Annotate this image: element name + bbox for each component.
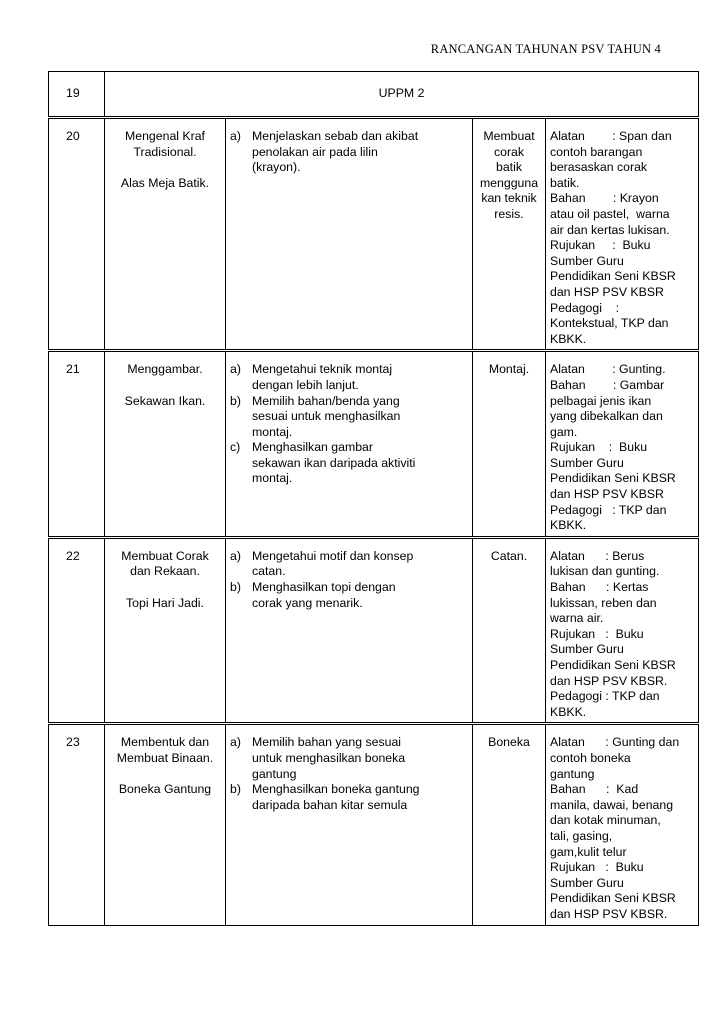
objective-line: Menghasilkan boneka gantung: [252, 782, 420, 797]
objective-marker: c): [230, 440, 241, 455]
resource-line: Pedagogi :: [550, 300, 620, 315]
resource-line: gam.: [550, 424, 578, 439]
objective-marker: a): [230, 735, 241, 750]
objective-item: [230, 362, 466, 393]
objective-item: [230, 580, 466, 611]
objective-text: [252, 440, 466, 487]
topic-title-line: Membuat Corak: [121, 548, 209, 563]
topic-title-line: Membentuk dan: [120, 735, 210, 750]
resources-cell: [546, 537, 699, 724]
objective-line: daripada bahan kitar semula: [252, 797, 408, 812]
resource-line: dan HSP PSV KBSR: [550, 284, 664, 299]
topic-title-line: Menggambar.: [127, 362, 203, 377]
resources-cell: [546, 724, 699, 925]
resource-line: Bahan : Krayon: [550, 191, 659, 206]
resource-line: Pendidikan Seni KBSR: [550, 891, 676, 906]
table-row: [49, 724, 699, 925]
activity-line: corak: [493, 144, 525, 159]
topic-title-line: dan Rekaan.: [130, 564, 200, 579]
resource-line: KBKK.: [550, 331, 587, 346]
objective-item: [230, 549, 466, 580]
objectives-cell: [226, 118, 473, 351]
activity-cell: [473, 724, 546, 925]
subtopic: Alas Meja Batik.: [120, 175, 210, 190]
resource-line: Pendidikan Seni KBSR: [550, 471, 676, 486]
page-header: RANCANGAN TAHUNAN PSV TAHUN 4: [430, 42, 661, 56]
objective-line: Memilih bahan yang sesuai: [252, 735, 402, 750]
topic-title-line: Mengenal Kraf: [125, 129, 205, 143]
resource-line: gantung: [550, 766, 595, 781]
resource-line: dan kotak minuman,: [550, 813, 661, 828]
annual-plan-table: [48, 71, 699, 926]
activity-line: Catan.: [490, 548, 528, 563]
activity-line: Montaj.: [488, 362, 530, 377]
activity-line: resis.: [494, 206, 524, 221]
table-row: [49, 537, 699, 724]
objective-text: [252, 129, 466, 176]
resource-line: tali, gasing,: [550, 828, 613, 843]
objective-text: [252, 549, 466, 580]
resource-line: air dan kertas lukisan.: [550, 222, 670, 237]
objective-line: Memilih bahan/benda yang: [252, 393, 400, 408]
resource-line: contoh barangan: [550, 144, 643, 159]
topic-title-line: Tradisional.: [133, 144, 197, 159]
resources-cell: [546, 351, 699, 538]
activity-line: batik: [496, 160, 522, 175]
objective-line: montaj.: [252, 424, 293, 439]
objective-text: [252, 782, 466, 813]
objective-item: [230, 735, 466, 782]
week-number: 19: [49, 72, 105, 118]
resource-line: gam,kulit telur: [550, 844, 627, 859]
resource-line: Kontekstual, TKP dan: [550, 316, 669, 331]
subtopic: Boneka Gantung: [118, 782, 212, 797]
objective-marker: b): [230, 580, 241, 595]
topic-title-line: Membuat Binaan.: [116, 750, 214, 765]
resource-line: Bahan : Gambar: [550, 377, 665, 392]
resource-line: berasaskan corak: [550, 160, 648, 175]
uppm-label: UPPM 2: [105, 72, 699, 118]
resource-line: Sumber Guru: [550, 455, 624, 470]
objective-marker: a): [230, 362, 241, 377]
objective-marker: b): [230, 393, 241, 408]
activity-cell: [473, 537, 546, 724]
resource-line: Bahan : Kertas: [550, 580, 649, 595]
objective-item: [230, 394, 466, 441]
objective-line: (krayon).: [252, 160, 301, 175]
topic-cell: [105, 724, 226, 925]
activity-line: mengguna: [479, 175, 539, 190]
resource-line: Rujukan : Buku: [550, 440, 648, 455]
resource-line: dan HSP PSV KBSR: [550, 487, 664, 502]
topic-cell: [105, 537, 226, 724]
objective-line: dengan lebih lanjut.: [252, 377, 359, 392]
subtopic: Topi Hari Jadi.: [126, 595, 204, 610]
topic-cell: [105, 351, 226, 538]
subtopic: Sekawan Ikan.: [124, 393, 206, 408]
objective-line: gantung: [252, 766, 297, 781]
week-number: 20: [49, 118, 105, 351]
objective-item: [230, 440, 466, 487]
resource-line: lukissan, reben dan: [550, 595, 657, 610]
objective-line: penolakan air pada lilin: [252, 144, 378, 159]
resource-line: Pedagogi : TKP dan: [550, 502, 667, 517]
activity-cell: [473, 118, 546, 351]
objective-text: [252, 735, 466, 782]
objective-item: [230, 782, 466, 813]
week-number: 23: [49, 724, 105, 925]
objectives-cell: [226, 537, 473, 724]
objective-line: Mengetahui teknik montaj: [252, 362, 393, 377]
resource-line: pelbagai jenis ikan: [550, 393, 652, 408]
resource-line: Rujukan : Buku: [550, 238, 651, 253]
objective-text: [252, 394, 466, 441]
uppm-row: [49, 72, 699, 118]
objective-line: sesuai untuk menghasilkan: [252, 409, 401, 424]
activity-line: kan teknik: [481, 191, 537, 206]
table-row: [49, 351, 699, 538]
week-number: 22: [49, 537, 105, 724]
resource-line: Alatan : Span dan: [550, 129, 672, 143]
resource-line: Pedagogi : TKP dan: [550, 689, 660, 704]
resource-line: Pendidikan Seni KBSR: [550, 269, 676, 284]
objective-line: sekawan ikan daripada aktiviti: [252, 455, 416, 470]
resource-line: atau oil pastel, warna: [550, 206, 670, 221]
objective-line: catan.: [252, 564, 286, 579]
resource-line: warna air.: [550, 611, 604, 626]
objective-line: untuk menghasilkan boneka: [252, 750, 406, 765]
objective-marker: a): [230, 129, 241, 143]
resource-line: KBKK.: [550, 704, 587, 719]
objective-line: Menghasilkan topi dengan: [252, 580, 396, 595]
resource-line: Rujukan : Buku: [550, 626, 644, 641]
resource-line: dan HSP PSV KBSR.: [550, 673, 668, 688]
resource-line: KBKK.: [550, 518, 587, 533]
resource-line: Rujukan : Buku: [550, 860, 644, 875]
resource-line: Bahan : Kad: [550, 782, 639, 797]
resource-line: Sumber Guru: [550, 875, 624, 890]
objectives-cell: [226, 351, 473, 538]
week-number: 21: [49, 351, 105, 538]
resource-line: Sumber Guru: [550, 253, 624, 268]
objective-line: corak yang menarik.: [252, 595, 363, 610]
objective-line: Menjelaskan sebab dan akibat: [252, 129, 419, 143]
resource-line: Sumber Guru: [550, 642, 624, 657]
resource-line: Alatan : Berus: [550, 548, 645, 563]
topic-cell: [105, 118, 226, 351]
activity-line: Boneka: [488, 735, 530, 750]
objective-line: Mengetahui motif dan konsep: [252, 548, 414, 563]
objective-item: [230, 129, 466, 176]
table-row: [49, 118, 699, 351]
resources-cell: [546, 118, 699, 351]
resource-line: dan HSP PSV KBSR.: [550, 906, 668, 921]
resource-line: lukisan dan gunting.: [550, 564, 660, 579]
activity-line: Membuat: [483, 129, 535, 143]
objectives-cell: [226, 724, 473, 925]
objective-marker: b): [230, 782, 241, 797]
objective-line: Menghasilkan gambar: [252, 440, 373, 455]
resource-line: manila, dawai, benang: [550, 797, 674, 812]
objective-marker: a): [230, 548, 241, 563]
resource-line: yang dibekalkan dan: [550, 409, 663, 424]
resource-line: batik.: [550, 175, 580, 190]
objective-text: [252, 362, 466, 393]
resource-line: Alatan : Gunting.: [550, 362, 666, 377]
resource-line: Alatan : Gunting dan: [550, 735, 680, 750]
objective-text: [252, 580, 466, 611]
resource-line: Pendidikan Seni KBSR: [550, 658, 676, 672]
resource-line: contoh boneka: [550, 750, 631, 765]
objective-line: montaj.: [252, 471, 293, 486]
activity-cell: [473, 351, 546, 538]
